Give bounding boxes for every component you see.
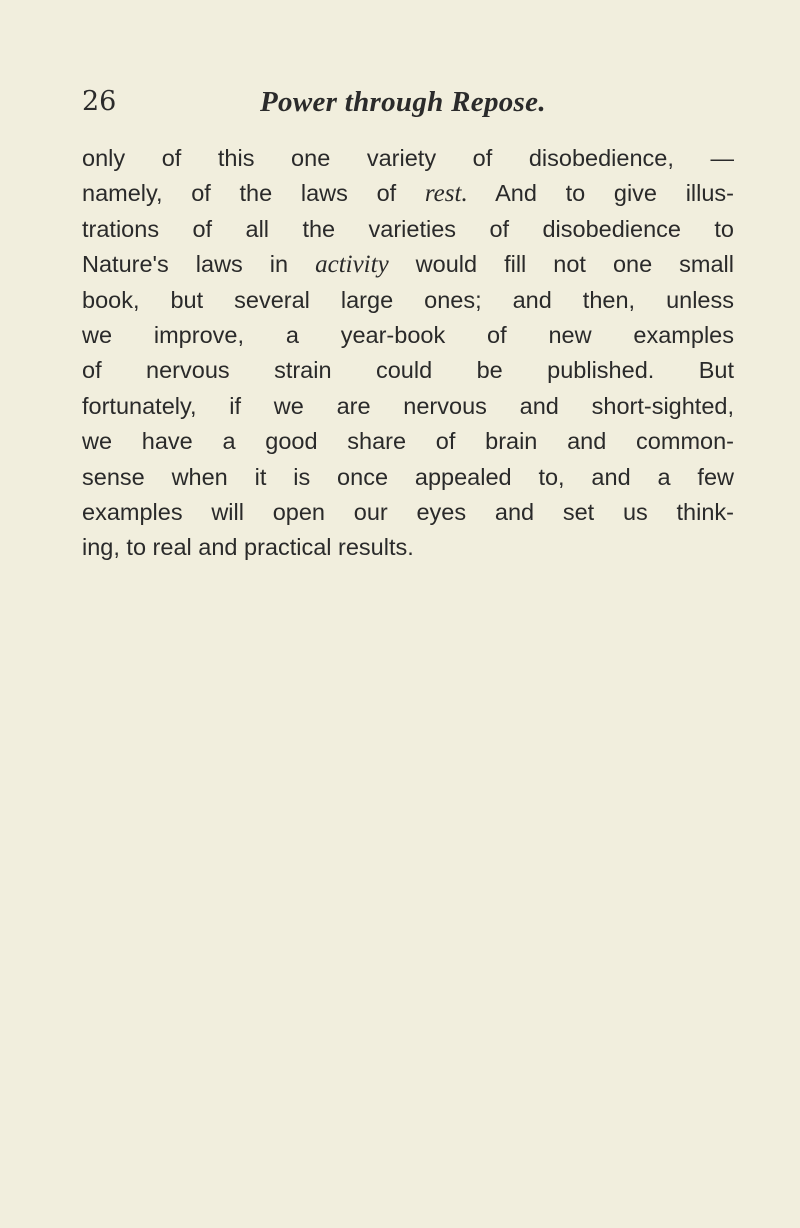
running-title: Power through Repose. [260, 86, 546, 118]
text-line: sense when it is once appealed to, and a few [82, 463, 734, 490]
text-line: we have a good share of brain and common- [82, 428, 734, 455]
text-line: of nervous strain could be published. But [82, 357, 734, 384]
text-line [82, 247, 734, 282]
italic-word: rest. [424, 180, 468, 208]
text-line: we improve, a year-book of new examples [82, 321, 734, 348]
text-segment: Nature's laws in [82, 251, 316, 278]
page-number: 26 [82, 86, 117, 117]
text-line: only of this one variety of disobedience, — [82, 145, 734, 171]
text-line [82, 176, 734, 211]
text-line: book, but several large ones; and then, unless [82, 286, 734, 313]
text-line: trations of all the varieties of disobedience to [82, 215, 734, 242]
text-segment: would fill not one small [388, 251, 734, 278]
running-head [82, 84, 722, 124]
italic-word: activity [315, 251, 389, 279]
text-line: examples will open our eyes and set us think- [82, 498, 734, 525]
text-segment: namely, of the laws of [82, 180, 425, 207]
body-paragraph [82, 141, 734, 566]
text-line: ing, to real and practical results. [82, 534, 414, 561]
text-segment: And to give illus- [467, 180, 734, 207]
text-line: fortunately, if we are nervous and short-sighted, [82, 392, 734, 419]
